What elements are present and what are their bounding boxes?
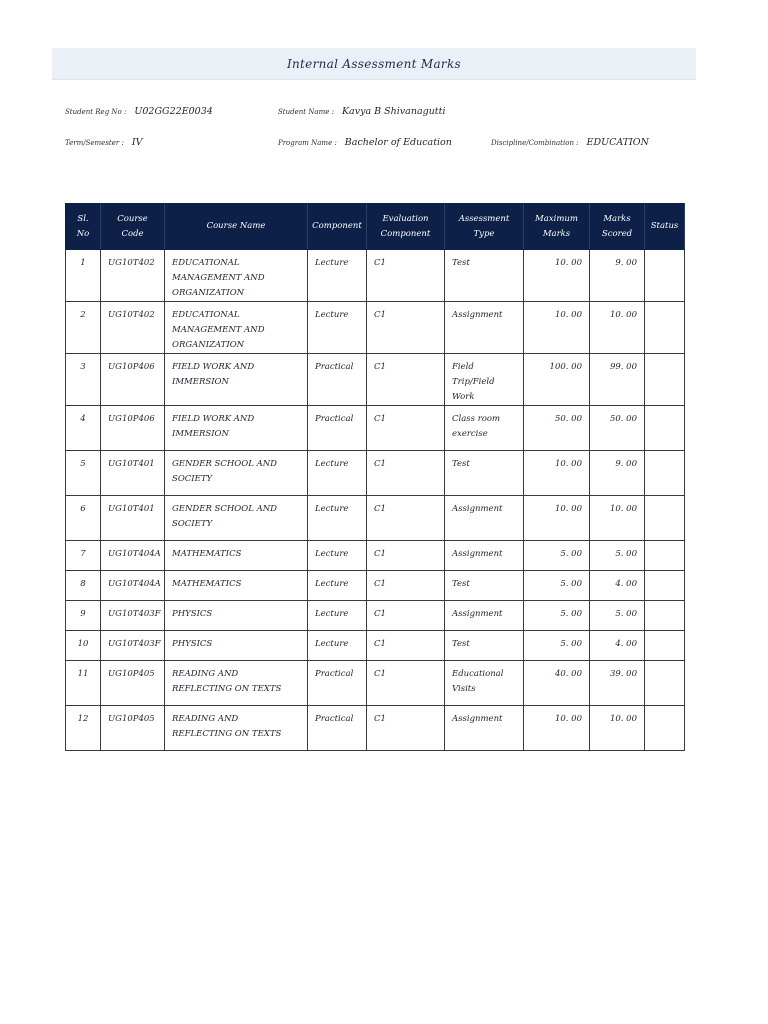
table-row [66, 451, 685, 496]
table-header-row [66, 204, 685, 250]
cell-evaluation-component: C1 [367, 406, 445, 451]
cell-marks-scored: 5. 00 [590, 601, 645, 631]
cell-course-code: UG10P406 [101, 406, 165, 451]
cell-sl-no: 6 [66, 496, 101, 541]
cell-maximum-marks: 10. 00 [524, 496, 590, 541]
cell-marks-scored: 4. 00 [590, 571, 645, 601]
cell-evaluation-component: C1 [367, 661, 445, 706]
cell-status [645, 496, 685, 541]
cell-course-name: GENDER SCHOOL AND SOCIETY [165, 451, 308, 496]
title-bar [52, 48, 696, 80]
table-row [66, 302, 685, 354]
student-reg-no [65, 106, 213, 117]
cell-marks-scored: 10. 00 [590, 302, 645, 354]
cell-assessment-type: Field Trip/Field Work [445, 354, 524, 406]
cell-maximum-marks: 5. 00 [524, 631, 590, 661]
cell-evaluation-component: C1 [367, 451, 445, 496]
cell-component: Lecture [308, 571, 367, 601]
cell-marks-scored: 99. 00 [590, 354, 645, 406]
cell-assessment-type: Assignment [445, 541, 524, 571]
cell-assessment-type: Educational Visits [445, 661, 524, 706]
table-row [66, 661, 685, 706]
cell-component: Lecture [308, 250, 367, 302]
cell-course-name: MATHEMATICS [165, 541, 308, 571]
cell-status [645, 706, 685, 751]
cell-course-code: UG10T404A [101, 541, 165, 571]
cell-assessment-type: Test [445, 250, 524, 302]
cell-maximum-marks: 50. 00 [524, 406, 590, 451]
header-status: Status [645, 204, 685, 250]
cell-course-name: FIELD WORK AND IMMERSION [165, 354, 308, 406]
cell-maximum-marks: 10. 00 [524, 302, 590, 354]
cell-component: Lecture [308, 601, 367, 631]
header-marks-scored: Marks Scored [590, 204, 645, 250]
header-maximum-marks: Maximum Marks [524, 204, 590, 250]
cell-marks-scored: 9. 00 [590, 451, 645, 496]
table-row [66, 706, 685, 751]
table-row [66, 571, 685, 601]
cell-status [645, 601, 685, 631]
term-semester-value: IV [131, 137, 143, 148]
cell-course-name: MATHEMATICS [165, 571, 308, 601]
cell-marks-scored: 9. 00 [590, 250, 645, 302]
cell-course-name: EDUCATIONAL MANAGEMENT AND ORGANIZATION [165, 302, 308, 354]
cell-maximum-marks: 10. 00 [524, 706, 590, 751]
cell-component: Practical [308, 706, 367, 751]
student-name-label: Student Name : [278, 108, 334, 116]
cell-component: Lecture [308, 302, 367, 354]
cell-sl-no: 1 [66, 250, 101, 302]
cell-course-name: READING AND REFLECTING ON TEXTS [165, 661, 308, 706]
cell-marks-scored: 10. 00 [590, 496, 645, 541]
cell-maximum-marks: 5. 00 [524, 601, 590, 631]
cell-status [645, 451, 685, 496]
cell-course-code: UG10T401 [101, 496, 165, 541]
page-title: Internal Assessment Marks [286, 56, 462, 71]
cell-component: Lecture [308, 541, 367, 571]
cell-maximum-marks: 40. 00 [524, 661, 590, 706]
table-row [66, 354, 685, 406]
cell-course-name: PHYSICS [165, 631, 308, 661]
header-sl-no: Sl. No [66, 204, 101, 250]
cell-course-code: UG10T401 [101, 451, 165, 496]
cell-status [645, 541, 685, 571]
cell-course-code: UG10P405 [101, 661, 165, 706]
cell-course-code: UG10P406 [101, 354, 165, 406]
cell-marks-scored: 4. 00 [590, 631, 645, 661]
program-name-value: Bachelor of Education [344, 137, 452, 148]
table-row [66, 601, 685, 631]
table-row [66, 496, 685, 541]
cell-assessment-type: Assignment [445, 496, 524, 541]
cell-status [645, 631, 685, 661]
cell-assessment-type: Test [445, 451, 524, 496]
cell-sl-no: 8 [66, 571, 101, 601]
cell-assessment-type: Class room exercise [445, 406, 524, 451]
term-semester-label: Term/Semester : [65, 139, 124, 147]
cell-course-code: UG10P405 [101, 706, 165, 751]
program-name [278, 137, 452, 148]
student-name [278, 106, 445, 117]
table-row [66, 631, 685, 661]
cell-component: Practical [308, 354, 367, 406]
cell-component: Lecture [308, 631, 367, 661]
header-course-code: Course Code [101, 204, 165, 250]
cell-course-name: EDUCATIONAL MANAGEMENT AND ORGANIZATION [165, 250, 308, 302]
cell-sl-no: 10 [66, 631, 101, 661]
cell-course-code: UG10T403F [101, 601, 165, 631]
cell-component: Practical [308, 406, 367, 451]
table-row [66, 541, 685, 571]
cell-course-code: UG10T403F [101, 631, 165, 661]
cell-sl-no: 12 [66, 706, 101, 751]
cell-sl-no: 3 [66, 354, 101, 406]
cell-sl-no: 4 [66, 406, 101, 451]
cell-maximum-marks: 5. 00 [524, 541, 590, 571]
table-row [66, 250, 685, 302]
cell-evaluation-component: C1 [367, 496, 445, 541]
cell-component: Lecture [308, 451, 367, 496]
cell-course-code: UG10T404A [101, 571, 165, 601]
cell-course-name: PHYSICS [165, 601, 308, 631]
cell-evaluation-component: C1 [367, 541, 445, 571]
header-course-name: Course Name [165, 204, 308, 250]
cell-sl-no: 5 [66, 451, 101, 496]
cell-status [645, 250, 685, 302]
header-evaluation-component: Evaluation Component [367, 204, 445, 250]
cell-course-code: UG10T402 [101, 302, 165, 354]
cell-component: Practical [308, 661, 367, 706]
cell-course-name: READING AND REFLECTING ON TEXTS [165, 706, 308, 751]
student-name-value: Kavya B Shivanagutti [341, 106, 446, 117]
cell-maximum-marks: 10. 00 [524, 250, 590, 302]
cell-assessment-type: Assignment [445, 706, 524, 751]
cell-marks-scored: 50. 00 [590, 406, 645, 451]
cell-marks-scored: 39. 00 [590, 661, 645, 706]
marks-table [65, 203, 685, 751]
discipline-value: EDUCATION [586, 137, 649, 148]
program-name-label: Program Name : [278, 139, 337, 147]
cell-status [645, 661, 685, 706]
term-semester [65, 137, 142, 148]
cell-marks-scored: 5. 00 [590, 541, 645, 571]
cell-component: Lecture [308, 496, 367, 541]
cell-sl-no: 11 [66, 661, 101, 706]
cell-sl-no: 2 [66, 302, 101, 354]
cell-status [645, 354, 685, 406]
cell-assessment-type: Test [445, 571, 524, 601]
cell-evaluation-component: C1 [367, 250, 445, 302]
cell-sl-no: 9 [66, 601, 101, 631]
cell-maximum-marks: 10. 00 [524, 451, 590, 496]
cell-evaluation-component: C1 [367, 706, 445, 751]
cell-evaluation-component: C1 [367, 601, 445, 631]
cell-course-code: UG10T402 [101, 250, 165, 302]
cell-evaluation-component: C1 [367, 302, 445, 354]
cell-evaluation-component: C1 [367, 571, 445, 601]
header-assessment-type: Assessment Type [445, 204, 524, 250]
cell-status [645, 406, 685, 451]
cell-status [645, 571, 685, 601]
cell-evaluation-component: C1 [367, 354, 445, 406]
table-row [66, 406, 685, 451]
cell-course-name: GENDER SCHOOL AND SOCIETY [165, 496, 308, 541]
cell-assessment-type: Assignment [445, 601, 524, 631]
discipline-label: Discipline/Combination : [491, 139, 579, 147]
discipline-combination [491, 137, 649, 148]
header-component: Component [308, 204, 367, 250]
cell-course-name: FIELD WORK AND IMMERSION [165, 406, 308, 451]
student-reg-no-value: U02GG22E0034 [134, 106, 213, 117]
cell-sl-no: 7 [66, 541, 101, 571]
cell-assessment-type: Test [445, 631, 524, 661]
cell-evaluation-component: C1 [367, 631, 445, 661]
student-reg-no-label: Student Reg No : [65, 108, 127, 116]
cell-maximum-marks: 100. 00 [524, 354, 590, 406]
cell-marks-scored: 10. 00 [590, 706, 645, 751]
cell-status [645, 302, 685, 354]
cell-maximum-marks: 5. 00 [524, 571, 590, 601]
cell-assessment-type: Assignment [445, 302, 524, 354]
